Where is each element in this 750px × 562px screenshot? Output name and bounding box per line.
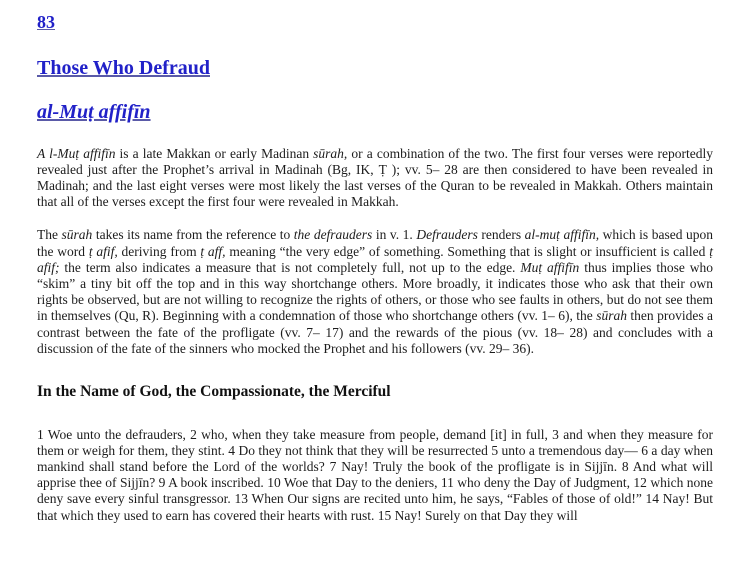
paragraph-verses: 1 Woe unto the defrauders, 2 who, when they take measure from people, demand [it] in full, 3 and when they measure for them or weigh for them, they stint. 4 Do they not think that they will be resurrected 5 unto a tremendous day— 6 a day when mankind shall stand before the Lord of the worlds? 7 Nay! Truly the book of the profligate is in Sijjīn. 8 And what will apprise thee of Sijjīn? 9 A book inscribed. 10 Woe that Day to the deniers, 11 who deny the Day of Judgment, 12 which none deny save every sinful transgressor. 13 When Our signs are recited unto him, he says, “Fables of those of old!” 14 Nay! But that which they used to earn has covered their hearts with rust. 15 Nay! Surely on that Day they will xyxy=(37,426,713,523)
italic-text-segment: al-muṭ affifīn, xyxy=(524,227,600,243)
italic-text-segment: ṭ afif; xyxy=(37,243,713,275)
text-segment: renders xyxy=(477,227,525,243)
italic-text-segment: ṭ aff, xyxy=(200,243,226,259)
text-segment: The xyxy=(37,227,62,243)
italic-text-segment: sūrah xyxy=(596,308,627,324)
text-segment: then provides a contrast between the fate of the profligate (vv. 7– 17) and the rewards of the pious (vv. 18– 28) and concludes with a discussion of the fate of the sinners who mocked the Prophet and his followers (vv. 29– 36). xyxy=(37,308,714,356)
text-segment: thus implies those who “skim” a tiny bit off the top and in this way shortchange others. More broadly, it indicates those who ask that their own rights be observed, but are not willing to recognize the rights of others, or those who see faults in others, but do not see them in themselves (Qu, R). Beginning with a condemnation of those who shortchange others (vv. 1– 6), the xyxy=(37,259,714,324)
text-segment: or a combination of the two. The first four verses were reportedly revealed just after the Prophet’s arrival in Madinah (Bg, IK, Ṭ ); vv. 5– 28 are then considered to have been revealed in Madinah; and the last eight verses were most likely the last verses of the Quran to be revealed in Makkah. Others maintain that all of the verses except the first four were revealed in Makkah. xyxy=(37,145,714,210)
italic-text-segment: the defrauders xyxy=(293,227,373,243)
text-segment: is a late Makkan or early Madinan xyxy=(115,145,314,161)
italic-text-segment: sūrah, xyxy=(313,145,348,161)
chapter-title-link[interactable]: Those Who Defraud xyxy=(37,56,210,79)
chapter-number-link[interactable]: 83 xyxy=(37,12,55,32)
text-segment: meaning “the very edge” of something. Something that is slight or insufficient is called xyxy=(225,243,710,259)
paragraph-commentary xyxy=(37,227,713,357)
italic-text-segment: ṭ afif, xyxy=(88,243,118,259)
paragraph-introduction xyxy=(37,146,713,211)
text-segment: the term also indicates a measure that is not completely full, not up to the edge. xyxy=(59,259,521,275)
text-segment: deriving from xyxy=(117,243,201,259)
text-segment: which is based upon the word xyxy=(37,227,713,259)
italic-text-segment: Muṭ affifīn xyxy=(520,259,580,275)
bismillah-heading: In the Name of God, the Compassionate, the Merciful xyxy=(37,383,391,401)
italic-text-segment: sūrah xyxy=(61,227,93,243)
chapter-transliteration-link[interactable]: al-Muṭ affifīn xyxy=(37,100,151,123)
italic-text-segment: Defrauders xyxy=(416,227,478,243)
text-segment: in v. 1. xyxy=(372,227,417,243)
text-segment: takes its name from the reference to xyxy=(92,227,294,243)
italic-text-segment: A l-Muṭ affifīn xyxy=(37,145,116,161)
